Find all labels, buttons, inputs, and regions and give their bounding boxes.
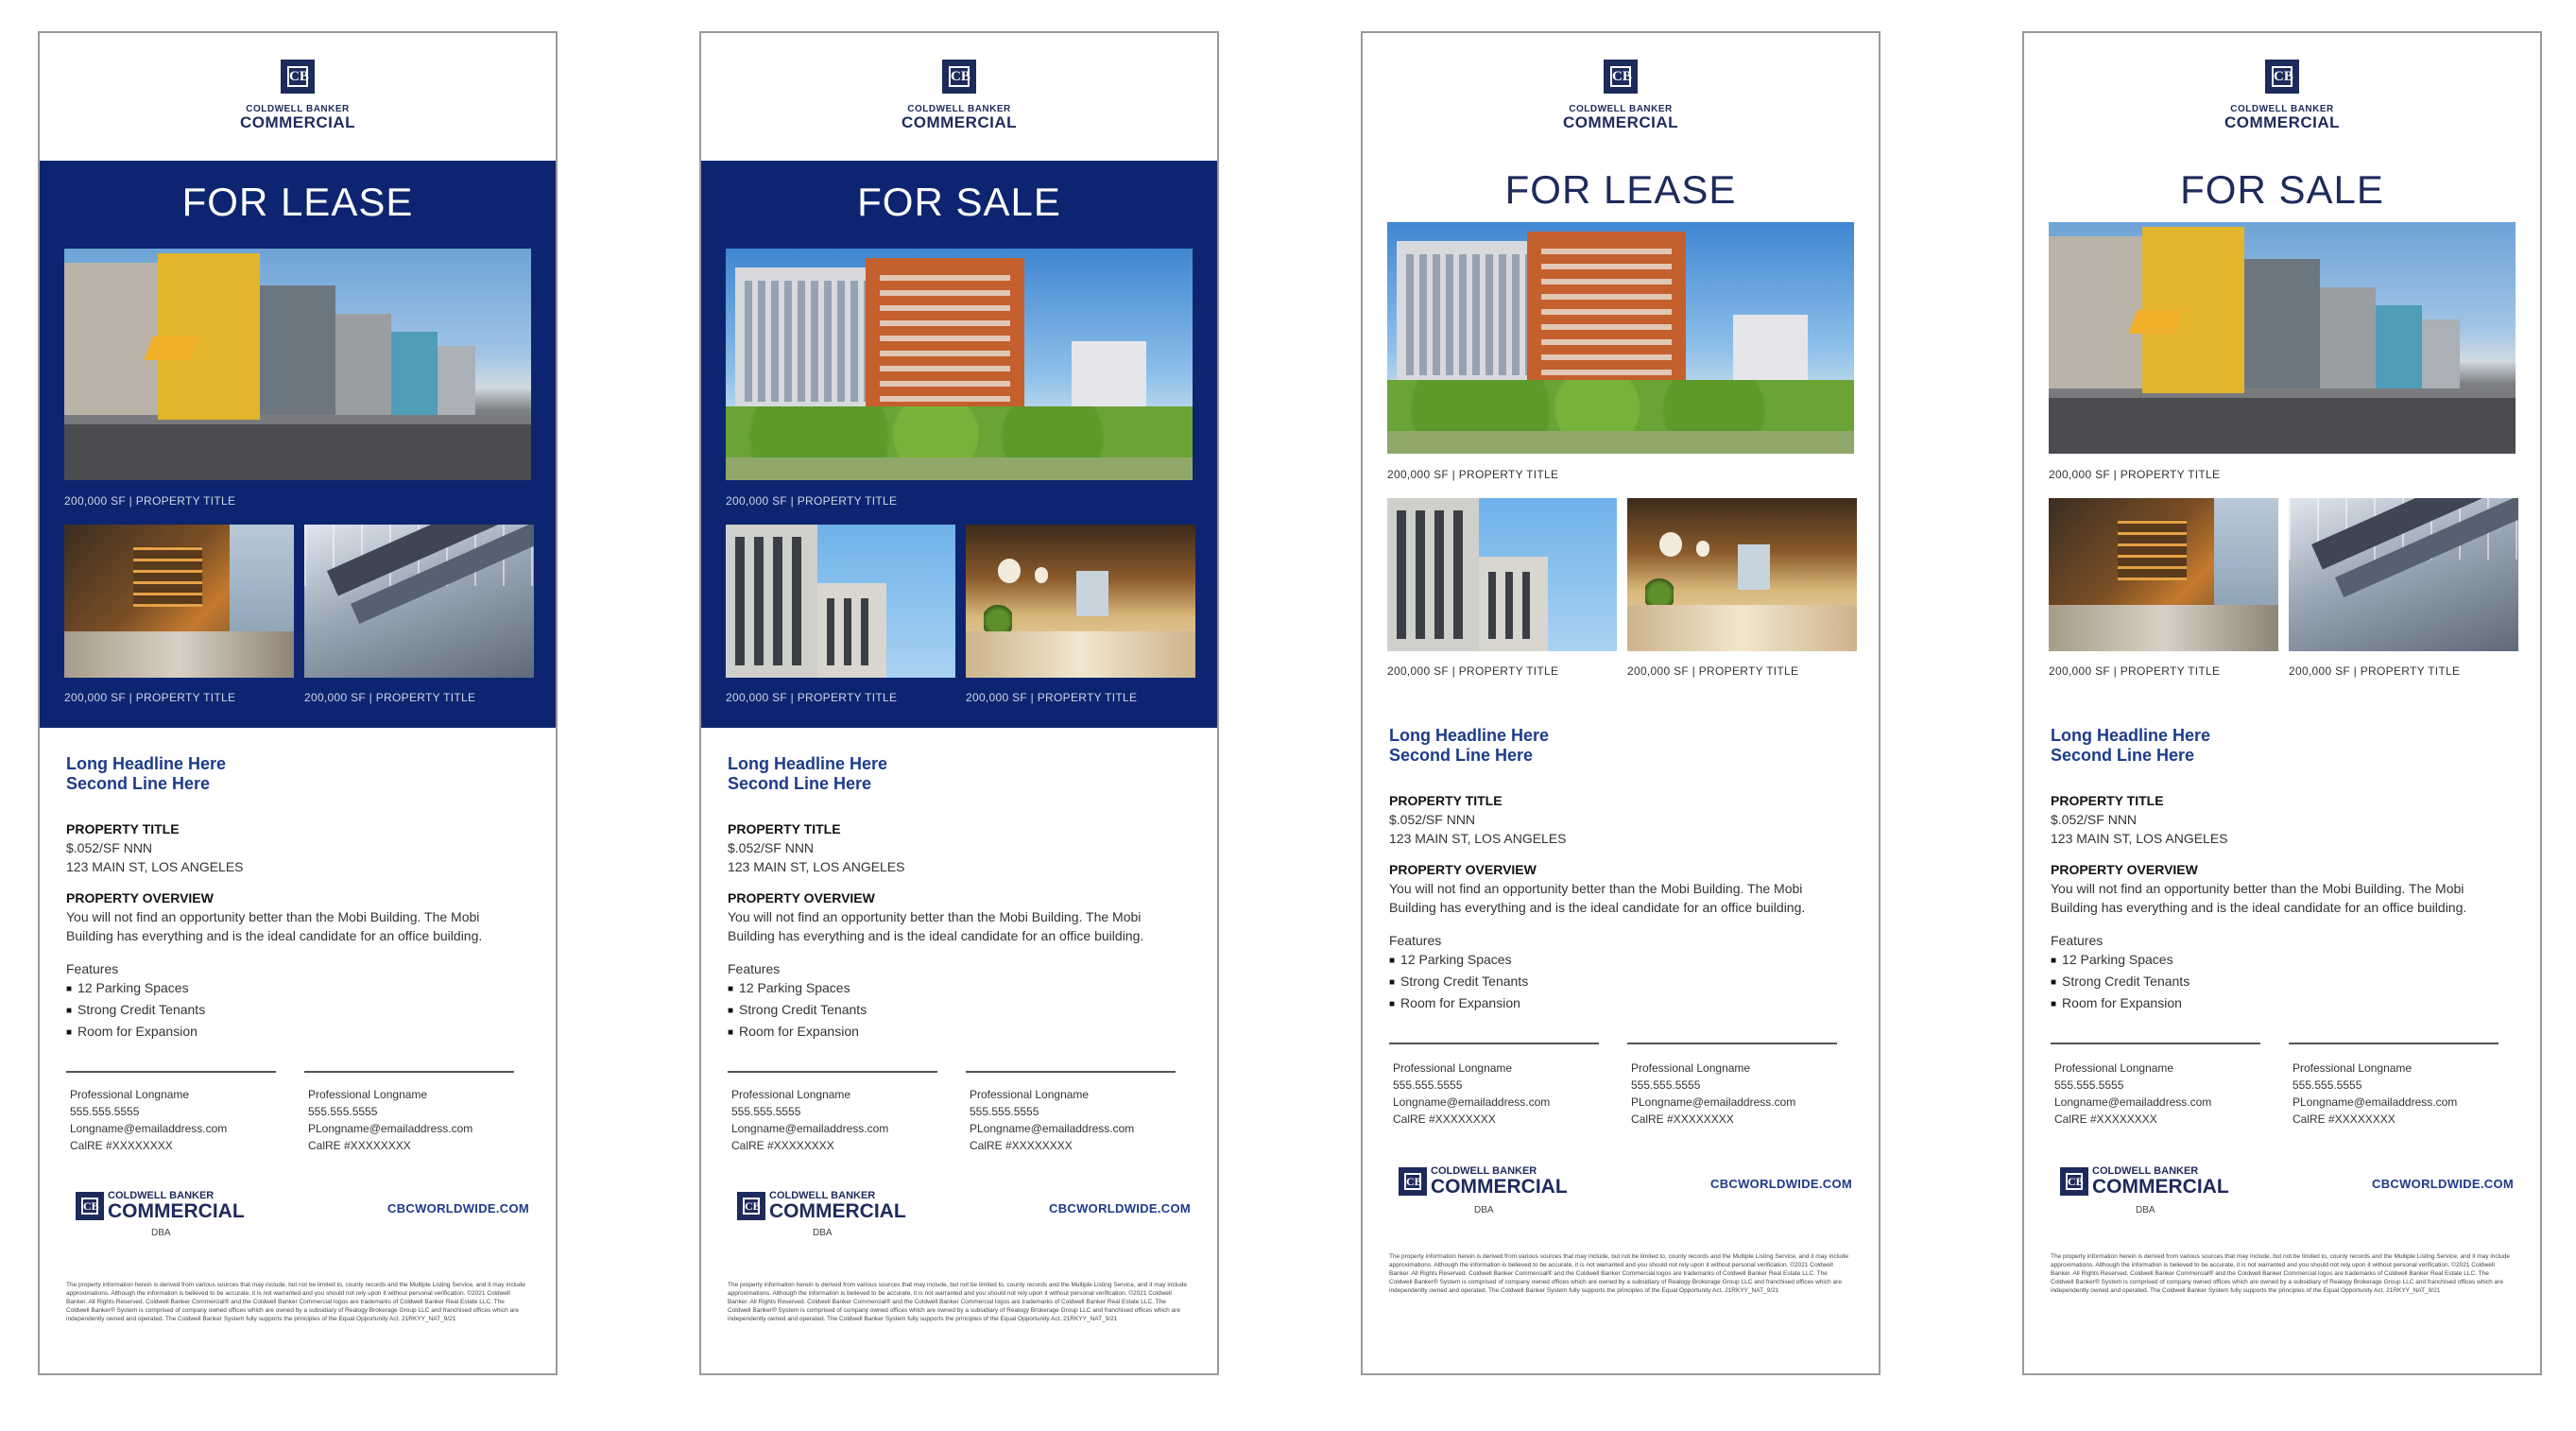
footer-brand-small: COLDWELL BANKER (1431, 1165, 1537, 1177)
property-price: $.052/SF NNN (2051, 812, 2138, 827)
features-list (66, 978, 529, 1043)
flyer-3 (1361, 31, 1880, 1375)
secondary-photo-right (966, 525, 1195, 678)
feature-item (728, 978, 1191, 1000)
main-property-photo (2049, 222, 2516, 454)
feature-item (728, 1000, 1191, 1022)
agent-email[interactable]: Longname@emailaddress.com (1393, 1095, 1551, 1109)
features-section (728, 959, 1191, 1043)
agent-divider-right (2289, 1043, 2499, 1044)
website-link[interactable]: CBCWORLDWIDE.COM (1710, 1177, 1852, 1191)
cb-monogram-icon (281, 60, 315, 94)
agent-license: CalRE #XXXXXXXX (731, 1139, 834, 1152)
overview-heading: PROPERTY OVERVIEW (728, 890, 875, 905)
brand-small-text: COLDWELL BANKER (246, 104, 350, 114)
brand-small-text: COLDWELL BANKER (2230, 104, 2334, 114)
secondary-photo-right (1627, 498, 1857, 651)
feature-text: 12 Parking Spaces (739, 980, 850, 995)
brand-large-text: COMMERCIAL (2224, 113, 2341, 131)
feature-item (2051, 993, 2514, 1015)
property-info (66, 819, 529, 876)
website-link[interactable]: CBCWORLDWIDE.COM (387, 1201, 529, 1215)
agent-contact-1 (731, 1086, 888, 1154)
footer-brand-large: COMMERCIAL (2092, 1176, 2229, 1198)
cb-monogram-icon (942, 60, 976, 94)
secondary-photo-right (2289, 498, 2518, 651)
right-photo-caption: 200,000 SF | PROPERTY TITLE (2289, 664, 2461, 678)
features-heading: Features (1389, 933, 1442, 948)
agent-name: Professional Longname (1393, 1061, 1513, 1075)
features-list (728, 978, 1191, 1043)
monogram-text: CB (83, 1199, 99, 1213)
cb-monogram-icon (2265, 60, 2299, 94)
agent-email[interactable]: PLongname@emailaddress.com (2293, 1095, 2458, 1109)
feature-item (1389, 950, 1852, 972)
agent-email[interactable]: PLongname@emailaddress.com (308, 1122, 473, 1135)
property-info (728, 819, 1191, 876)
feature-item (728, 1022, 1191, 1043)
feature-text: Room for Expansion (739, 1024, 859, 1039)
agent-license: CalRE #XXXXXXXX (70, 1139, 173, 1152)
overview-text: You will not find an opportunity better than the Mobi Building. The Mobi Building has everything and is the ideal candidate for an office building. (1389, 881, 1806, 915)
agent-phone: 555.555.5555 (2293, 1078, 2362, 1092)
brand-large-text: COMMERCIAL (1562, 113, 1679, 131)
main-property-photo (726, 249, 1193, 480)
footer-brand-small: COLDWELL BANKER (108, 1190, 215, 1201)
agent-license: CalRE #XXXXXXXX (308, 1139, 411, 1152)
feature-item (66, 1022, 529, 1043)
cb-monogram-icon (737, 1192, 765, 1220)
long-headline (728, 754, 1191, 794)
main-photo-caption: 200,000 SF | PROPERTY TITLE (726, 494, 898, 508)
listing-headline: FOR LEASE (1504, 167, 1737, 212)
features-section (2051, 931, 2514, 1015)
agent-divider-left (2051, 1043, 2260, 1044)
dba-label: DBA (151, 1228, 171, 1238)
agent-name: Professional Longname (2293, 1061, 2413, 1075)
cb-monogram-icon (1604, 60, 1638, 94)
long-headline (2051, 726, 2514, 766)
property-overview (728, 888, 1191, 945)
overview-text: You will not find an opportunity better than the Mobi Building. The Mobi Building has everything and is the ideal candidate for an office building. (728, 909, 1144, 943)
agent-contact-1 (1393, 1060, 1550, 1128)
features-heading: Features (728, 961, 781, 976)
legal-disclaimer: The property information herein is derived from various sources that may include, but not be limited to, county records and the Multiple Listing Service, and it may include approximations. Although the information is believed to be accurate, it is not warranted and you should not rely upon it without personal verification. ©2021 Coldwell Banker. All Rights Reserved. Coldwell Banker Commercial® and the Coldwell Banker Commercial logos are trademarks of Coldwell Banker Real Estate LLC. The Coldwell Banker® System is comprised of company owned offices which are owned by a subsidiary of Realogy Brokerage Group LLC and franchised offices which are independently owned and operated. The Coldwell Banker System fully supports the principles of the Equal Opportunity Act. 21RKYY_NAT_9/21 (2051, 1253, 2510, 1294)
main-property-photo (1387, 222, 1854, 454)
long-headline-line-2: Second Line Here (1389, 746, 1534, 765)
feature-text: Strong Credit Tenants (77, 1002, 206, 1017)
left-photo-caption: 200,000 SF | PROPERTY TITLE (1387, 664, 1559, 678)
agent-email[interactable]: PLongname@emailaddress.com (1631, 1095, 1796, 1109)
top-logo (1363, 60, 1879, 131)
top-logo (40, 60, 556, 131)
listing-headline: FOR SALE (857, 180, 1061, 224)
features-heading: Features (66, 961, 119, 976)
features-section (66, 959, 529, 1043)
monogram-text: CB (949, 66, 970, 87)
agent-phone: 555.555.5555 (970, 1105, 1039, 1118)
features-list (2051, 950, 2514, 1015)
monogram-text: CB (1610, 66, 1631, 87)
agent-email[interactable]: Longname@emailaddress.com (2054, 1095, 2212, 1109)
brand-large-text: COMMERCIAL (239, 113, 356, 131)
dba-label: DBA (813, 1228, 833, 1238)
agent-phone: 555.555.5555 (731, 1105, 801, 1118)
agent-email[interactable]: Longname@emailaddress.com (731, 1122, 889, 1135)
agent-phone: 555.555.5555 (1631, 1078, 1701, 1092)
long-headline-line-2: Second Line Here (728, 774, 872, 793)
property-title: PROPERTY TITLE (66, 821, 180, 836)
footer-logo (737, 1190, 906, 1222)
left-photo-caption: 200,000 SF | PROPERTY TITLE (64, 691, 236, 704)
left-photo-caption: 200,000 SF | PROPERTY TITLE (2049, 664, 2221, 678)
cb-monogram-icon (1399, 1167, 1427, 1196)
agent-name: Professional Longname (1631, 1061, 1751, 1075)
listing-headline: FOR LEASE (181, 180, 414, 224)
overview-text: You will not find an opportunity better than the Mobi Building. The Mobi Building has everything and is the ideal candidate for an office building. (66, 909, 483, 943)
long-headline-line-1: Long Headline Here (2051, 726, 2211, 745)
agent-divider-left (66, 1071, 276, 1073)
property-title: PROPERTY TITLE (728, 821, 841, 836)
feature-text: 12 Parking Spaces (1400, 952, 1512, 967)
property-overview (1389, 860, 1852, 917)
property-address: 123 MAIN ST, LOS ANGELES (728, 859, 905, 874)
dba-label: DBA (1474, 1205, 1494, 1215)
brand-large-text: COMMERCIAL (901, 113, 1018, 131)
left-photo-caption: 200,000 SF | PROPERTY TITLE (726, 691, 898, 704)
footer-logo (2060, 1165, 2229, 1198)
agent-divider-right (304, 1071, 514, 1073)
property-price: $.052/SF NNN (1389, 812, 1476, 827)
website-link[interactable]: CBCWORLDWIDE.COM (2372, 1177, 2514, 1191)
monogram-text: CB (745, 1199, 761, 1213)
long-headline-line-2: Second Line Here (2051, 746, 2195, 765)
monogram-text: CB (2068, 1175, 2084, 1188)
main-photo-caption: 200,000 SF | PROPERTY TITLE (1387, 468, 1559, 481)
feature-text: Strong Credit Tenants (1400, 974, 1529, 989)
feature-text: Strong Credit Tenants (2062, 974, 2190, 989)
property-address: 123 MAIN ST, LOS ANGELES (2051, 831, 2228, 846)
monogram-text: CB (287, 66, 308, 87)
right-photo-caption: 200,000 SF | PROPERTY TITLE (304, 691, 476, 704)
property-address: 123 MAIN ST, LOS ANGELES (1389, 831, 1567, 846)
agent-license: CalRE #XXXXXXXX (2054, 1112, 2157, 1126)
top-logo (2024, 60, 2540, 131)
agent-email[interactable]: PLongname@emailaddress.com (970, 1122, 1135, 1135)
feature-item (2051, 950, 2514, 972)
footer-brand-small: COLDWELL BANKER (2092, 1165, 2199, 1177)
overview-heading: PROPERTY OVERVIEW (66, 890, 214, 905)
cb-monogram-icon (76, 1192, 104, 1220)
long-headline (1389, 726, 1852, 766)
property-title: PROPERTY TITLE (2051, 793, 2164, 808)
listing-headline: FOR SALE (2180, 167, 2384, 212)
agent-divider-right (966, 1071, 1176, 1073)
overview-text: You will not find an opportunity better than the Mobi Building. The Mobi Building has everything and is the ideal candidate for an office building. (2051, 881, 2467, 915)
agent-contact-2 (1631, 1060, 1795, 1128)
agent-divider-right (1627, 1043, 1837, 1044)
brand-small-text: COLDWELL BANKER (1569, 104, 1673, 114)
feature-item (66, 978, 529, 1000)
secondary-photo-right (304, 525, 534, 678)
property-address: 123 MAIN ST, LOS ANGELES (66, 859, 244, 874)
feature-text: 12 Parking Spaces (2062, 952, 2173, 967)
agent-contact-2 (2293, 1060, 2457, 1128)
agent-license: CalRE #XXXXXXXX (1631, 1112, 1734, 1126)
main-photo-caption: 200,000 SF | PROPERTY TITLE (2049, 468, 2221, 481)
flyer-4 (2022, 31, 2542, 1375)
dba-label: DBA (2136, 1205, 2155, 1215)
footer-brand-large: COMMERCIAL (769, 1200, 906, 1222)
agent-name: Professional Longname (731, 1088, 851, 1101)
feature-item (1389, 993, 1852, 1015)
feature-item (2051, 972, 2514, 993)
footer-brand-small: COLDWELL BANKER (769, 1190, 876, 1201)
property-info (2051, 791, 2514, 848)
long-headline (66, 754, 529, 794)
property-overview (2051, 860, 2514, 917)
long-headline-line-2: Second Line Here (66, 774, 211, 793)
overview-heading: PROPERTY OVERVIEW (2051, 862, 2198, 877)
agent-phone: 555.555.5555 (1393, 1078, 1463, 1092)
agent-phone: 555.555.5555 (308, 1105, 378, 1118)
property-price: $.052/SF NNN (66, 840, 153, 855)
agent-contact-1 (2054, 1060, 2211, 1128)
property-title: PROPERTY TITLE (1389, 793, 1503, 808)
agent-contact-2 (970, 1086, 1134, 1154)
feature-text: Room for Expansion (2062, 995, 2182, 1010)
secondary-photo-left (1387, 498, 1617, 651)
monogram-text: CB (2272, 66, 2293, 87)
feature-text: 12 Parking Spaces (77, 980, 189, 995)
brand-small-text: COLDWELL BANKER (907, 104, 1011, 114)
agent-license: CalRE #XXXXXXXX (2293, 1112, 2396, 1126)
features-section (1389, 931, 1852, 1015)
agent-phone: 555.555.5555 (2054, 1078, 2124, 1092)
footer-logo (1399, 1165, 1568, 1198)
agent-divider-left (1389, 1043, 1599, 1044)
agent-contact-1 (70, 1086, 227, 1154)
right-photo-caption: 200,000 SF | PROPERTY TITLE (1627, 664, 1799, 678)
agent-name: Professional Longname (2054, 1061, 2174, 1075)
features-list (1389, 950, 1852, 1015)
long-headline-line-1: Long Headline Here (66, 754, 227, 773)
long-headline-line-1: Long Headline Here (1389, 726, 1550, 745)
main-photo-caption: 200,000 SF | PROPERTY TITLE (64, 494, 236, 508)
agent-phone: 555.555.5555 (70, 1105, 140, 1118)
property-overview (66, 888, 529, 945)
secondary-photo-left (64, 525, 294, 678)
right-photo-caption: 200,000 SF | PROPERTY TITLE (966, 691, 1138, 704)
footer-logo (76, 1190, 245, 1222)
legal-disclaimer: The property information herein is derived from various sources that may include, but not be limited to, county records and the Multiple Listing Service, and it may include approximations. Although the information is believed to be accurate, it is not warranted and you should not rely upon it without personal verification. ©2021 Coldwell Banker. All Rights Reserved. Coldwell Banker Commercial® and the Coldwell Banker Commercial logos are trademarks of Coldwell Banker Real Estate LLC. The Coldwell Banker® System is comprised of company owned offices which are owned by a subsidiary of Realogy Brokerage Group LLC and franchised offices which are independently owned and operated. The Coldwell Banker System fully supports the principles of the Equal Opportunity Act. 21RKYY_NAT_9/21 (66, 1282, 525, 1322)
secondary-photo-left (2049, 498, 2278, 651)
property-info (1389, 791, 1852, 848)
feature-text: Room for Expansion (77, 1024, 197, 1039)
legal-disclaimer: The property information herein is derived from various sources that may include, but not be limited to, county records and the Multiple Listing Service, and it may include approximations. Although the information is believed to be accurate, it is not warranted and you should not rely upon it without personal verification. ©2021 Coldwell Banker. All Rights Reserved. Coldwell Banker Commercial® and the Coldwell Banker Commercial logos are trademarks of Coldwell Banker Real Estate LLC. The Coldwell Banker® System is comprised of company owned offices which are owned by a subsidiary of Realogy Brokerage Group LLC and franchised offices which are independently owned and operated. The Coldwell Banker System fully supports the principles of the Equal Opportunity Act. 21RKYY_NAT_9/21 (728, 1282, 1187, 1322)
flyer-2 (699, 31, 1219, 1375)
agent-divider-left (728, 1071, 937, 1073)
website-link[interactable]: CBCWORLDWIDE.COM (1049, 1201, 1191, 1215)
agent-name: Professional Longname (308, 1088, 428, 1101)
agent-email[interactable]: Longname@emailaddress.com (70, 1122, 228, 1135)
main-property-photo (64, 249, 531, 480)
feature-text: Strong Credit Tenants (739, 1002, 867, 1017)
agent-name: Professional Longname (970, 1088, 1090, 1101)
secondary-photo-left (726, 525, 955, 678)
overview-heading: PROPERTY OVERVIEW (1389, 862, 1537, 877)
footer-brand-large: COMMERCIAL (1431, 1176, 1568, 1198)
cb-monogram-icon (2060, 1167, 2088, 1196)
long-headline-line-1: Long Headline Here (728, 754, 888, 773)
feature-item (1389, 972, 1852, 993)
feature-item (66, 1000, 529, 1022)
top-logo (701, 60, 1217, 131)
agent-name: Professional Longname (70, 1088, 190, 1101)
agent-license: CalRE #XXXXXXXX (1393, 1112, 1496, 1126)
flyer-1 (38, 31, 558, 1375)
property-price: $.052/SF NNN (728, 840, 815, 855)
monogram-text: CB (1406, 1175, 1422, 1188)
agent-contact-2 (308, 1086, 472, 1154)
feature-text: Room for Expansion (1400, 995, 1520, 1010)
features-heading: Features (2051, 933, 2104, 948)
footer-brand-large: COMMERCIAL (108, 1200, 245, 1222)
legal-disclaimer: The property information herein is derived from various sources that may include, but not be limited to, county records and the Multiple Listing Service, and it may include approximations. Although the information is believed to be accurate, it is not warranted and you should not rely upon it without personal verification. ©2021 Coldwell Banker. All Rights Reserved. Coldwell Banker Commercial® and the Coldwell Banker Commercial logos are trademarks of Coldwell Banker Real Estate LLC. The Coldwell Banker® System is comprised of company owned offices which are owned by a subsidiary of Realogy Brokerage Group LLC and franchised offices which are independently owned and operated. The Coldwell Banker System fully supports the principles of the Equal Opportunity Act. 21RKYY_NAT_9/21 (1389, 1253, 1848, 1294)
agent-license: CalRE #XXXXXXXX (970, 1139, 1073, 1152)
